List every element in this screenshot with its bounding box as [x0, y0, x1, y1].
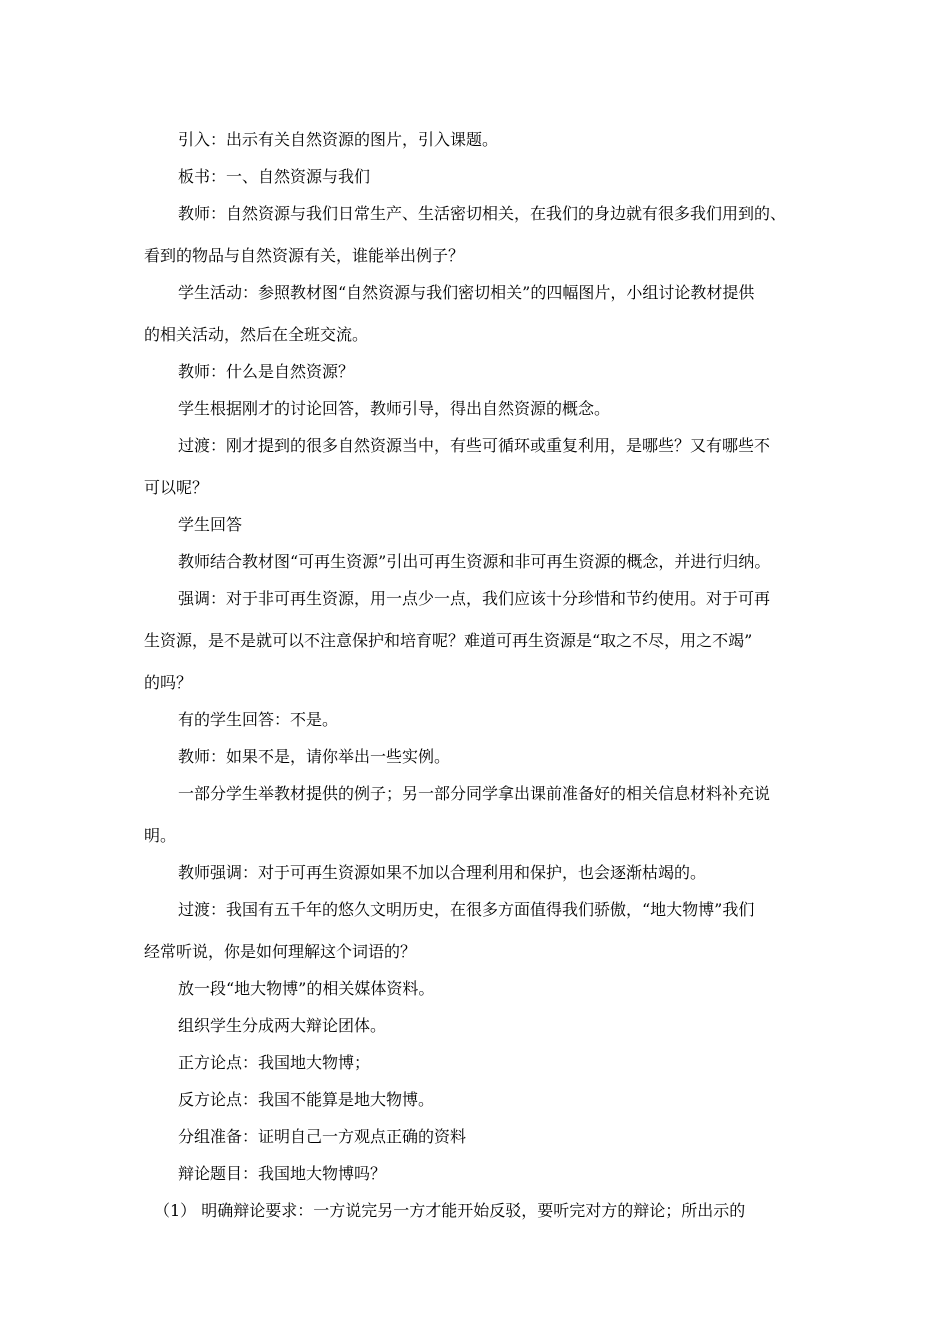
paragraph-media: 放一段“地大物博”的相关媒体资料。 — [178, 979, 435, 998]
paragraph-intro: 引入：出示有关自然资源的图片，引入课题。 — [178, 130, 499, 149]
paragraph-teacher-1: 教师：自然资源与我们日常生产、生活密切相关，在我们的身边就有很多我们用到的、 看到的物品与自然资源有关，谁能举出例子？ — [144, 204, 787, 265]
paragraph-some-students: 有的学生回答：不是。 — [178, 710, 339, 729]
paragraph-teacher-summary: 教师结合教材图“可再生资源”引出可再生资源和非可再生资源的概念，并进行归纳。 — [178, 552, 771, 571]
paragraph-emphasis: 强调：对于非可再生资源，用一点少一点，我们应该十分珍惜和节约使用。对于可再 生资源，是不是就可以不注意保护和培育呢？难道可再生资源是“取之不尽，用之不竭” 的吗？ — [144, 589, 771, 692]
paragraph-transition-2: 过渡：我国有五千年的悠久文明历史，在很多方面值得我们骄傲，“地大物博”我们 经常听说，你是如何理解这个词语的？ — [144, 900, 755, 961]
paragraph-teacher-emphasis: 教师强调：对于可再生资源如果不加以合理利用和保护，也会逐渐枯竭的。 — [178, 863, 707, 882]
paragraph-preparation: 分组准备：证明自己一方观点正确的资料 — [178, 1127, 467, 1146]
paragraph-requirement-1: （1） 明确辩论要求：一方说完另一方才能开始反驳，要听完对方的辩论；所出示的 — [154, 1201, 746, 1220]
paragraph-student-activity: 学生活动：参照教材图“自然资源与我们密切相关”的四幅图片，小组讨论教材提供 的相关活动，然后在全班交流。 — [144, 283, 755, 344]
paragraph-affirmative: 正方论点：我国地大物博； — [178, 1053, 371, 1072]
document-body — [144, 121, 812, 1229]
paragraph-transition-1: 过渡：刚才提到的很多自然资源当中，有些可循环或重复利用，是哪些？又有哪些不 可以呢？ — [144, 436, 771, 497]
paragraph-student-examples: 一部分学生举教材提供的例子；另一部分同学拿出课前准备好的相关信息材料补充说 明。 — [144, 784, 771, 845]
paragraph-student-reply: 学生回答 — [178, 515, 243, 534]
paragraph-negative: 反方论点：我国不能算是地大物博。 — [178, 1090, 435, 1109]
paragraph-teacher-question: 教师：什么是自然资源？ — [178, 362, 355, 381]
paragraph-board-title: 板书：一、自然资源与我们 — [178, 167, 371, 186]
paragraph-student-answer: 学生根据刚才的讨论回答，教师引导，得出自然资源的概念。 — [178, 399, 611, 418]
paragraph-organize: 组织学生分成两大辩论团体。 — [178, 1016, 387, 1035]
paragraph-teacher-examples: 教师：如果不是，请你举出一些实例。 — [178, 747, 451, 766]
paragraph-debate-topic: 辩论题目：我国地大物博吗？ — [178, 1164, 387, 1183]
